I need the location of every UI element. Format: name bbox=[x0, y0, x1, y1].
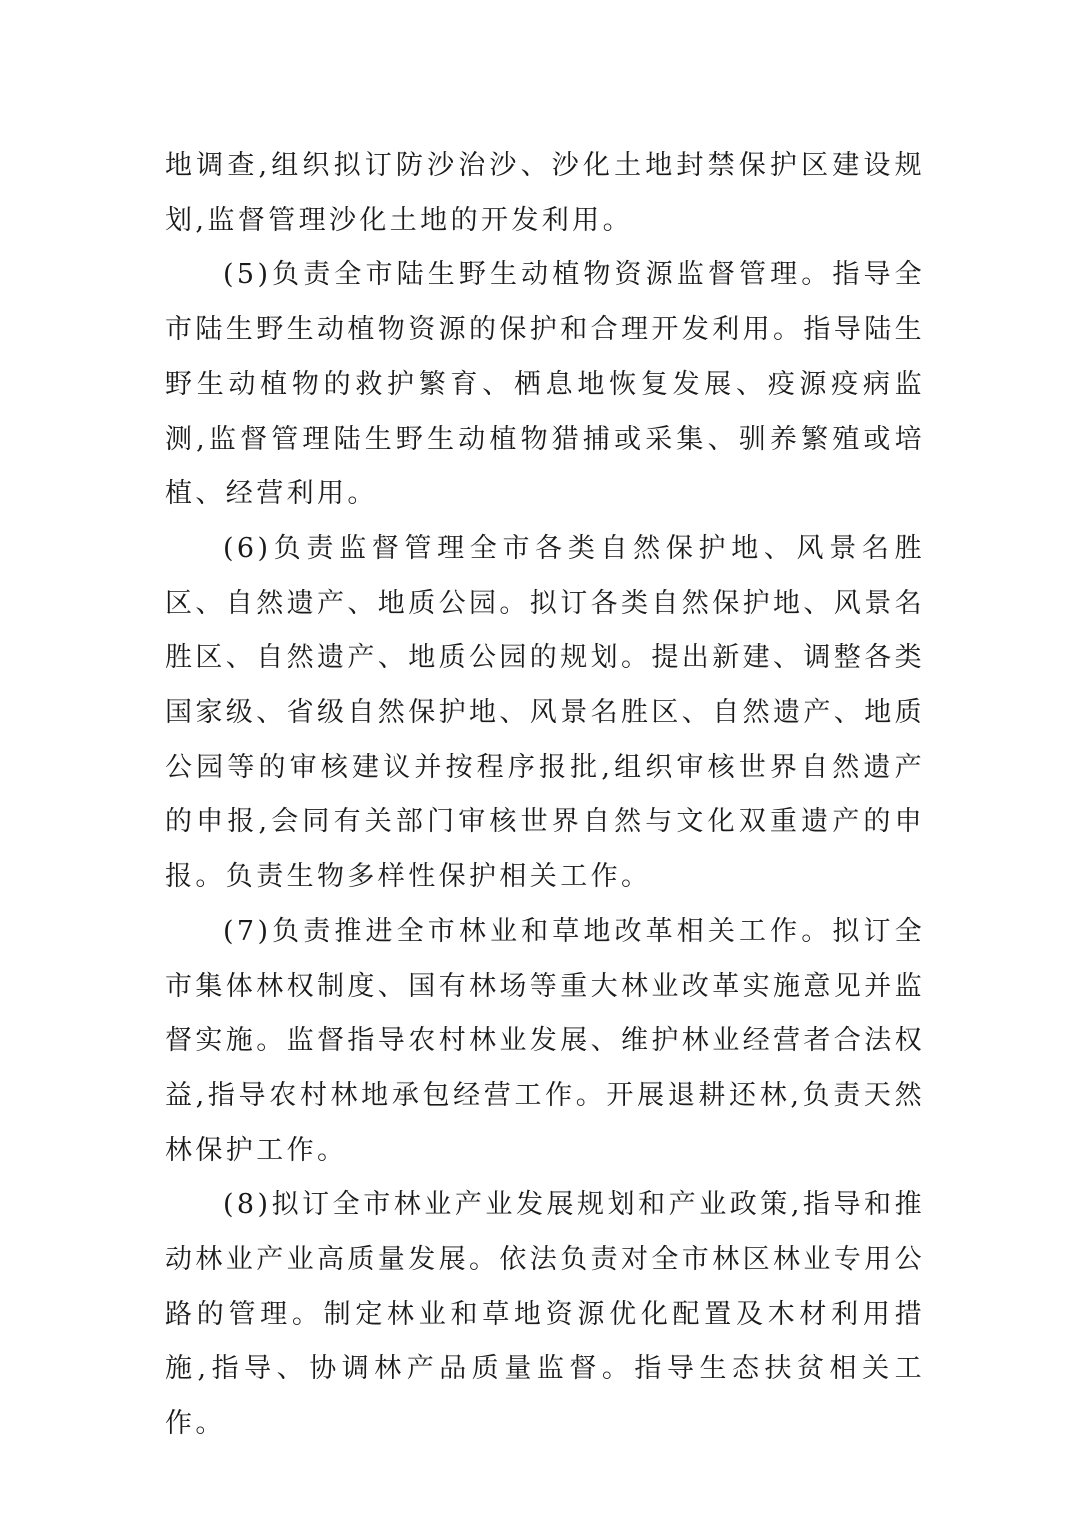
paragraph-8: (8)拟订全市林业产业发展规划和产业政策,指导和推动林业产业高质量发展。依法负责对全市林区林业专用公路的管理。制定林业和草地资源优化配置及木材利用措施,指导、协调林产品质量监督。指导生态扶贫相关工作。 bbox=[165, 1189, 925, 1440]
paragraph-4-continuation: 地调查,组织拟订防沙治沙、沙化土地封禁保护区建设规划,监督管理沙化土地的开发利用。 bbox=[165, 150, 925, 236]
paragraph-7: (7)负责推进全市林业和草地改革相关工作。拟订全市集体林权制度、国有林场等重大林业改革实施意见并监督实施。监督指导农村林业发展、维护林业经营者合法权益,指导农村林地承包经营工作。开展退耕还林,负责天然林保护工作。 bbox=[165, 915, 925, 1166]
document-body bbox=[165, 139, 925, 1452]
paragraph-5: (5)负责全市陆生野生动植物资源监督管理。指导全市陆生野生动植物资源的保护和合理开发利用。指导陆生野生动植物的救护繁育、栖息地恢复发展、疫源疫病监测,监督管理陆生野生动植物猎捕或采集、驯养繁殖或培植、经营利用。 bbox=[165, 259, 925, 510]
paragraph-6: (6)负责监督管理全市各类自然保护地、风景名胜区、自然遗产、地质公园。拟订各类自然保护地、风景名胜区、自然遗产、地质公园的规划。提出新建、调整各类国家级、省级自然保护地、风景名胜区、自然遗产、地质公园等的审核建议并按程序报批,组织审核世界自然遗产的申报,会同有关部门审核世界自然与文化双重遗产的申报。负责生物多样性保护相关工作。 bbox=[165, 532, 925, 893]
